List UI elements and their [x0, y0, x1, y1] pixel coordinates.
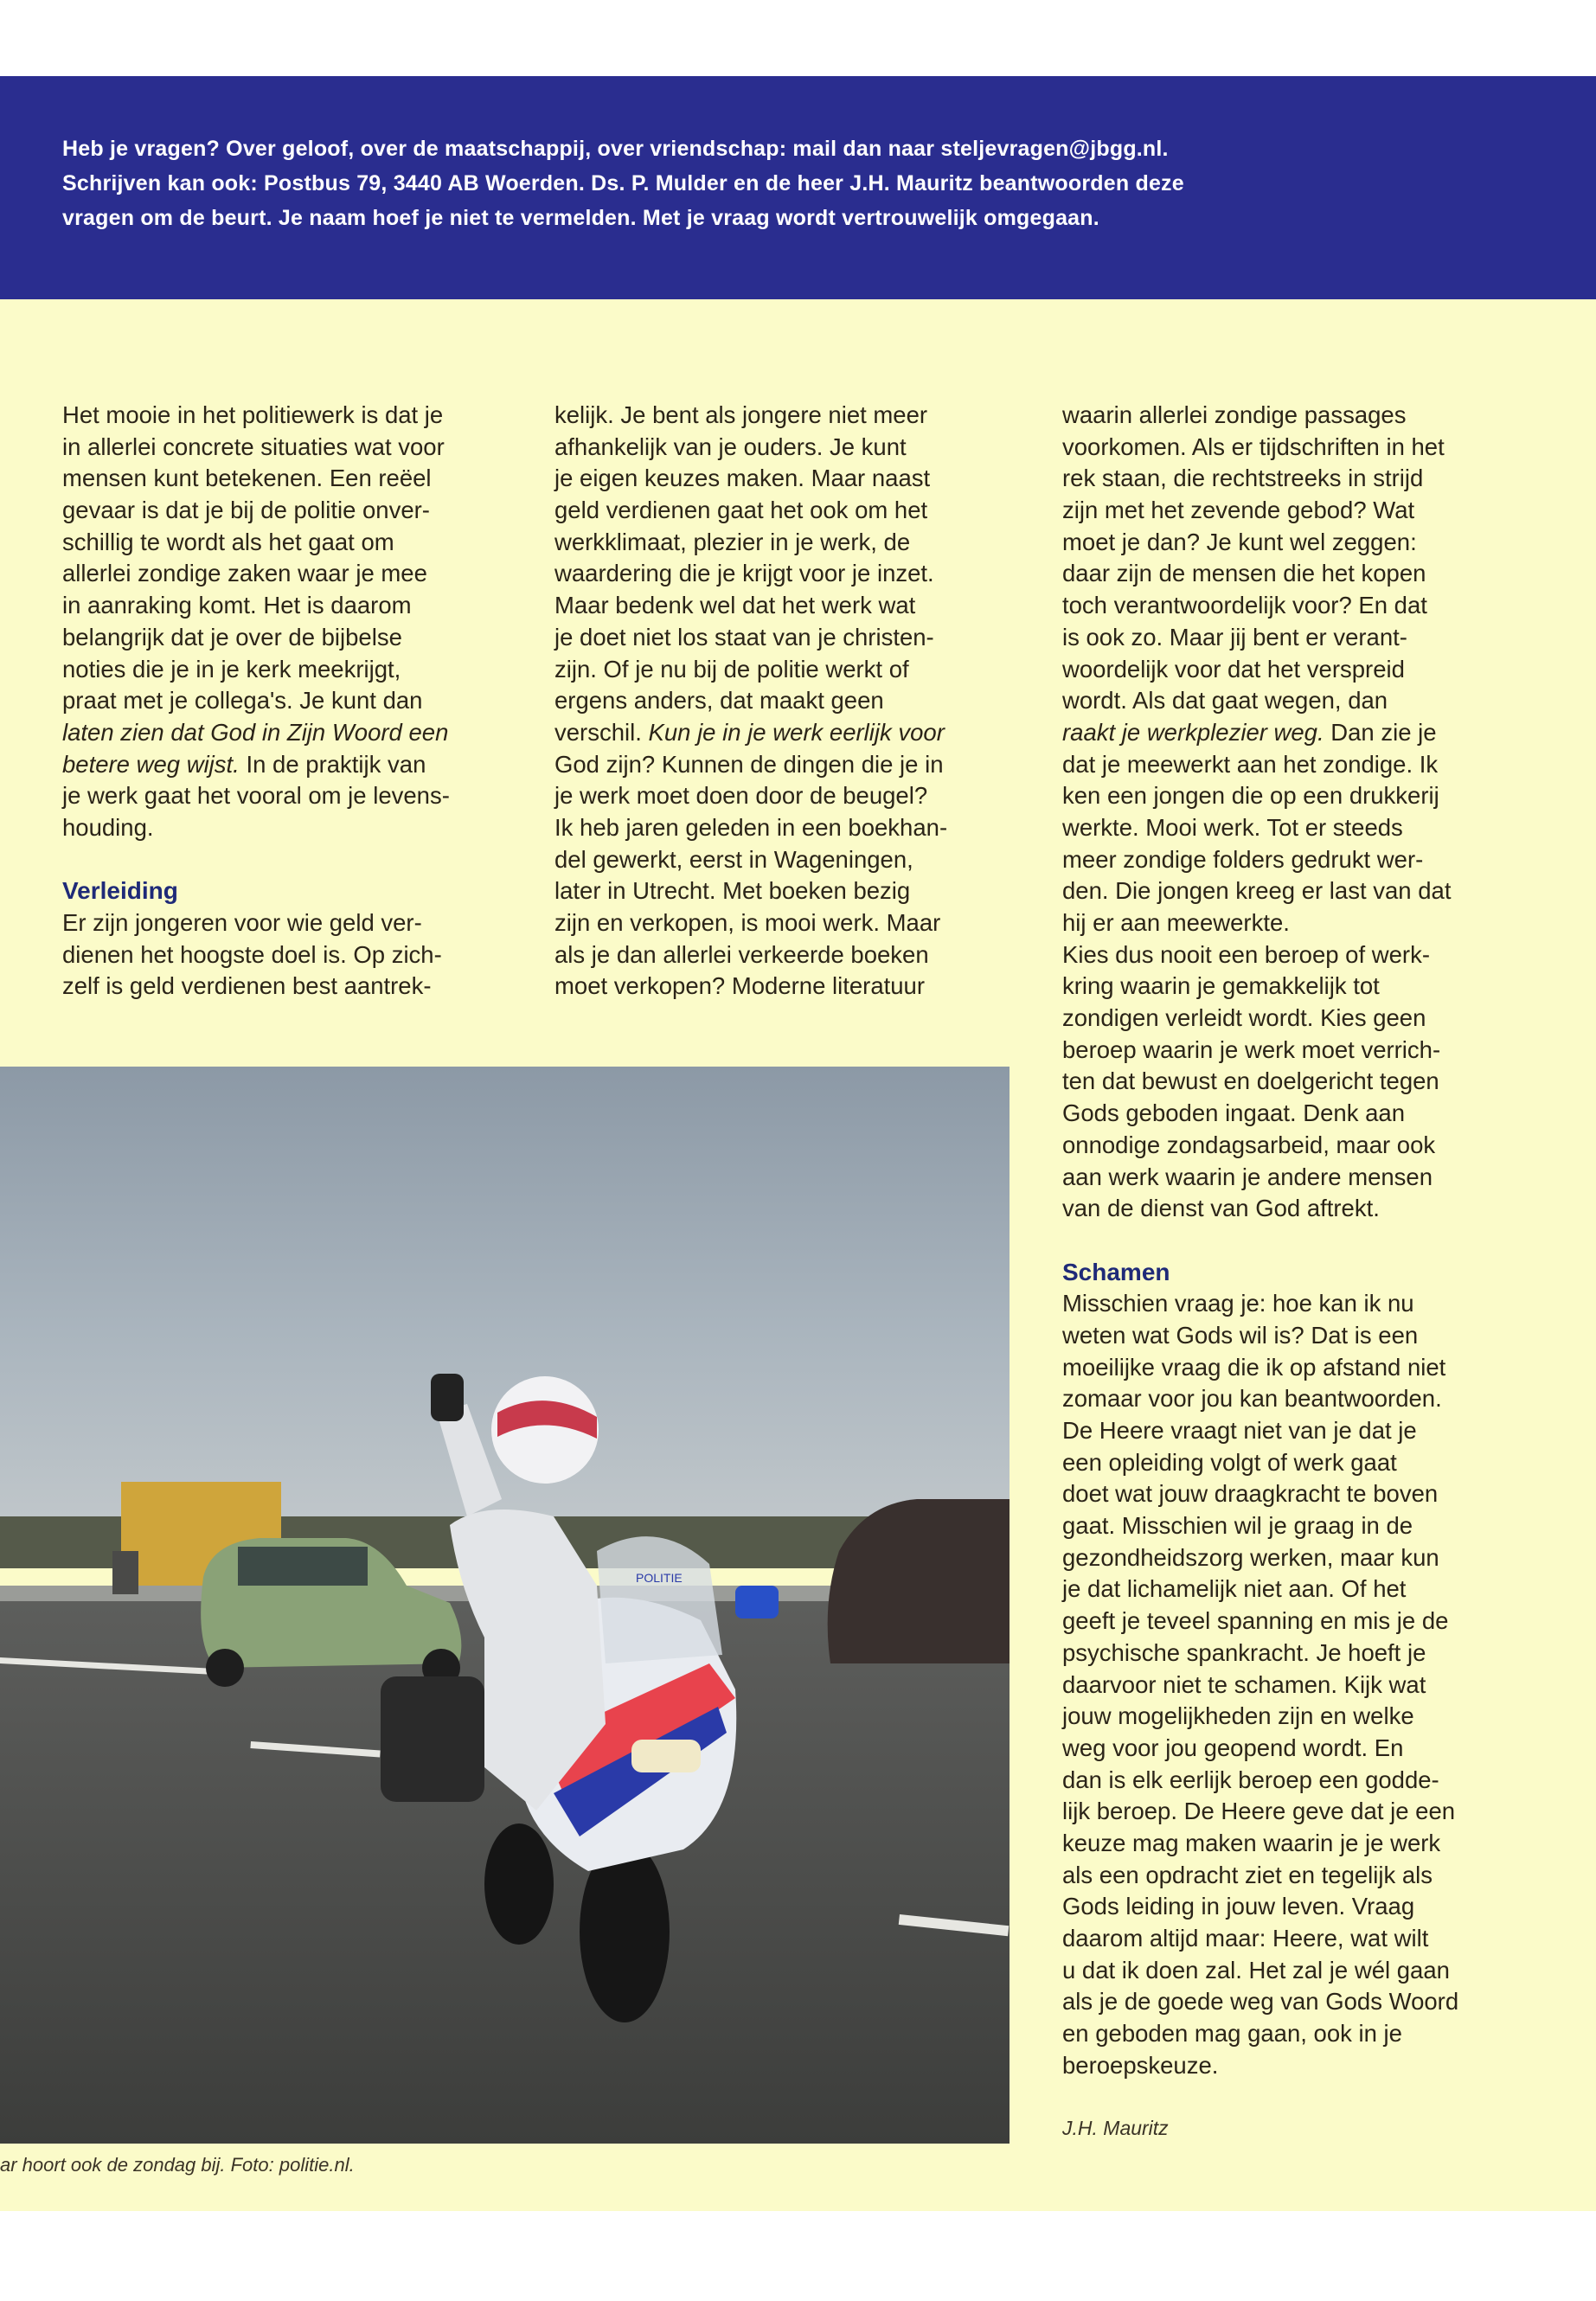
- banner-line: Heb je vragen? Over geloof, over de maatschappij, over vriendschap: mail dan naar steljevragen@jbgg.nl.: [62, 137, 1169, 161]
- text-line: moeilijke vraag die ik op afstand niet: [1062, 1353, 1446, 1381]
- text-line: wordt. Als dat gaat wegen, dan: [1062, 687, 1388, 715]
- truck-cab: [112, 1551, 138, 1594]
- text-line: een opleiding volgt of werk gaat: [1062, 1448, 1397, 1476]
- text-line: daarvoor niet te schamen. Kijk wat: [1062, 1670, 1426, 1698]
- text-line: zijn. Of je nu bij de politie werkt of: [554, 655, 909, 683]
- top-margin: [0, 0, 1596, 76]
- text-line: onnodige zondagsarbeid, maar ook: [1062, 1131, 1436, 1158]
- text-line: geld verdienen gaat het ook om het: [554, 497, 928, 524]
- text-line-italic: laten zien dat God in Zijn Woord een: [62, 718, 449, 746]
- text-line: zijn met het zevende gebod? Wat: [1062, 497, 1415, 524]
- text-line: ten dat bewust en doelgericht tegen: [1062, 1067, 1439, 1095]
- text-line: kring waarin je gemakkelijk tot: [1062, 972, 1380, 1000]
- text-line: zondigen verleidt wordt. Kies geen: [1062, 1004, 1426, 1032]
- text-line: rek staan, die rechtstreeks in strijd: [1062, 465, 1424, 492]
- section-heading-verleiding: Verleiding: [62, 877, 178, 905]
- text-line: doet wat jouw draagkracht te boven: [1062, 1480, 1439, 1508]
- text-line-mixed: [554, 717, 1022, 749]
- text-line-mixed: [62, 749, 547, 781]
- text-line: Ik heb jaren geleden in een boekhan-: [554, 813, 948, 841]
- text-line: jouw mogelijkheden zijn en welke: [1062, 1702, 1414, 1730]
- text-line: weten wat Gods wil is? Dat is een: [1062, 1321, 1419, 1349]
- text-line: voorkomen. Als er tijdschriften in het: [1062, 433, 1445, 460]
- text-line: Het mooie in het politiewerk is dat je: [62, 401, 444, 428]
- text-line: zelf is geld verdienen best aantrek-: [62, 972, 432, 1000]
- text-line: keuze mag maken waarin je je werk: [1062, 1829, 1441, 1856]
- text-line: ergens anders, dat maakt geen: [554, 687, 884, 715]
- text-line: woordelijk voor dat het verspreid: [1062, 655, 1405, 683]
- text-line: God zijn? Kunnen de dingen die je in: [554, 750, 944, 778]
- italic-span: raakt je werkplezier weg.: [1062, 718, 1324, 746]
- text-line: in aanraking komt. Het is daarom: [62, 592, 412, 619]
- text-line: waardering die je krijgt voor je inzet.: [554, 560, 934, 587]
- text-line: als je dan allerlei verkeerde boeken: [554, 940, 929, 968]
- fairing-label: POLITIE: [636, 1571, 683, 1585]
- text-line: geeft je teveel spanning en mis je de: [1062, 1607, 1449, 1635]
- text-span: In de praktijk van: [246, 750, 426, 778]
- text-line: later in Utrecht. Met boeken bezig: [554, 877, 911, 905]
- blue-light: [735, 1586, 779, 1618]
- text-line: hij er aan meewerkte.: [1062, 909, 1290, 936]
- text-line: en geboden mag gaan, ook in je: [1062, 2020, 1402, 2048]
- bottom-margin: [0, 2211, 1596, 2301]
- text-line: allerlei zondige zaken waar je mee: [62, 560, 427, 587]
- text-line: lijk beroep. De Heere geve dat je een: [1062, 1798, 1456, 1825]
- text-line: houding.: [62, 813, 154, 841]
- text-line: ken een jongen die op een drukkerij: [1062, 782, 1439, 810]
- text-line: Er zijn jongeren voor wie geld ver-: [62, 909, 422, 936]
- text-line: dat je meewerkt aan het zondige. Ik: [1062, 750, 1439, 778]
- article-column-1: [62, 400, 547, 1003]
- text-line: schillig te wordt als het gaat om: [62, 528, 394, 555]
- author-signature: J.H. Mauritz: [1062, 2117, 1169, 2140]
- text-line: je eigen keuzes maken. Maar naast: [554, 465, 931, 492]
- text-line: je werk gaat het vooral om je levens-: [62, 782, 450, 810]
- photo-caption: ar hoort ook de zondag bij. Foto: politie.nl.: [0, 2154, 355, 2176]
- text-line: beroep waarin je werk moet verrich-: [1062, 1035, 1441, 1063]
- text-line: gezondheidszorg werken, maar kun: [1062, 1543, 1439, 1571]
- headlight: [631, 1740, 701, 1772]
- text-line: De Heere vraagt niet van je dat je: [1062, 1417, 1417, 1444]
- text-line: Misschien vraag je: hoe kan ik nu: [1062, 1290, 1414, 1317]
- italic-span: Kun je in je werk eerlijk voor: [648, 718, 945, 746]
- text-line: moet je dan? Je kunt wel zeggen:: [1062, 528, 1417, 555]
- text-span: Dan zie je: [1324, 718, 1437, 746]
- saddlebag: [381, 1676, 484, 1802]
- article-column-2: [554, 400, 1022, 1003]
- text-line: u dat ik doen zal. Het zal je wél gaan: [1062, 1956, 1450, 1984]
- text-line: Gods geboden ingaat. Denk aan: [1062, 1099, 1405, 1127]
- police-motorcycle-photo: [0, 1067, 1010, 2144]
- text-line: psychische spankracht. Je hoeft je: [1062, 1638, 1426, 1666]
- text-line: meer zondige folders gedrukt wer-: [1062, 845, 1424, 873]
- text-line: gaat. Misschien wil je graag in de: [1062, 1512, 1413, 1540]
- text-line: praat met je collega's. Je kunt dan: [62, 687, 423, 715]
- car-wheel: [206, 1649, 244, 1687]
- text-line: Gods leiding in jouw leven. Vraag: [1062, 1893, 1415, 1920]
- section-heading-schamen: Schamen: [1062, 1258, 1170, 1285]
- text-line: weg voor jou geopend wordt. En: [1062, 1734, 1404, 1761]
- text-line: beroepskeuze.: [1062, 2051, 1219, 2079]
- text-line: daar zijn de mensen die het kopen: [1062, 560, 1426, 587]
- text-line: van de dienst van God aftrekt.: [1062, 1195, 1380, 1222]
- questions-banner: [0, 76, 1596, 299]
- text-line: zomaar voor jou kan beantwoorden.: [1062, 1385, 1442, 1413]
- text-line: zijn en verkopen, is mooi werk. Maar: [554, 909, 941, 936]
- text-line: als je de goede weg van Gods Woord: [1062, 1988, 1459, 2016]
- text-line: Maar bedenk wel dat het werk wat: [554, 592, 916, 619]
- text-line: in allerlei concrete situaties wat voor: [62, 433, 445, 460]
- text-line: dan is elk eerlijk beroep een godde-: [1062, 1766, 1439, 1793]
- text-line: dienen het hoogste doel is. Op zich-: [62, 940, 442, 968]
- paragraph-gap: [1062, 1225, 1529, 1257]
- text-line: kelijk. Je bent als jongere niet meer: [554, 401, 928, 428]
- text-line: je dat lichamelijk niet aan. Of het: [1062, 1575, 1407, 1603]
- text-line: mensen kunt betekenen. Een reëel: [62, 465, 432, 492]
- text-span: verschil.: [554, 718, 642, 746]
- sky: [0, 1067, 1010, 1551]
- text-line: toch verantwoordelijk voor? En dat: [1062, 592, 1427, 619]
- text-line: moet verkopen? Moderne literatuur: [554, 972, 926, 1000]
- text-line: als een opdracht ziet en tegelijk als: [1062, 1861, 1433, 1888]
- banner-line: Schrijven kan ook: Postbus 79, 3440 AB Woerden. Ds. P. Mulder en de heer J.H. Mauritz beantwoorden deze: [62, 171, 1184, 195]
- paragraph-gap: [62, 844, 547, 876]
- text-line: del gewerkt, eerst in Wageningen,: [554, 845, 913, 873]
- italic-span: betere weg wijst.: [62, 750, 240, 778]
- text-line: aan werk waarin je andere mensen: [1062, 1163, 1433, 1190]
- text-line: daarom altijd maar: Heere, wat wilt: [1062, 1925, 1429, 1952]
- text-line: belangrijk dat je over de bijbelse: [62, 623, 402, 651]
- text-line: waarin allerlei zondige passages: [1062, 401, 1407, 428]
- rider-glove: [431, 1374, 464, 1421]
- text-line: den. Die jongen kreeg er last van dat: [1062, 877, 1452, 905]
- text-line: noties die je in je kerk meekrijgt,: [62, 655, 401, 683]
- text-line: werkklimaat, plezier in je werk, de: [554, 528, 911, 555]
- banner-line: vragen om de beurt. Je naam hoef je niet te vermelden. Met je vraag wordt vertrouwelijk omgegaan.: [62, 206, 1099, 230]
- text-line: afhankelijk van je ouders. Je kunt: [554, 433, 907, 460]
- text-line: gevaar is dat je bij de politie onver-: [62, 497, 430, 524]
- car-windshield: [238, 1547, 368, 1586]
- text-line: je doet niet los staat van je christen-: [554, 623, 934, 651]
- text-line: Kies dus nooit een beroep of werk-: [1062, 940, 1430, 968]
- text-line: werkte. Mooi werk. Tot er steeds: [1062, 813, 1403, 841]
- text-line: is ook zo. Maar jij bent er verant-: [1062, 623, 1407, 651]
- text-line: je werk moet doen door de beugel?: [554, 782, 928, 810]
- bike-rear-wheel: [484, 1823, 554, 1945]
- text-line-mixed: [1062, 717, 1529, 749]
- article-column-3: [1062, 400, 1529, 2144]
